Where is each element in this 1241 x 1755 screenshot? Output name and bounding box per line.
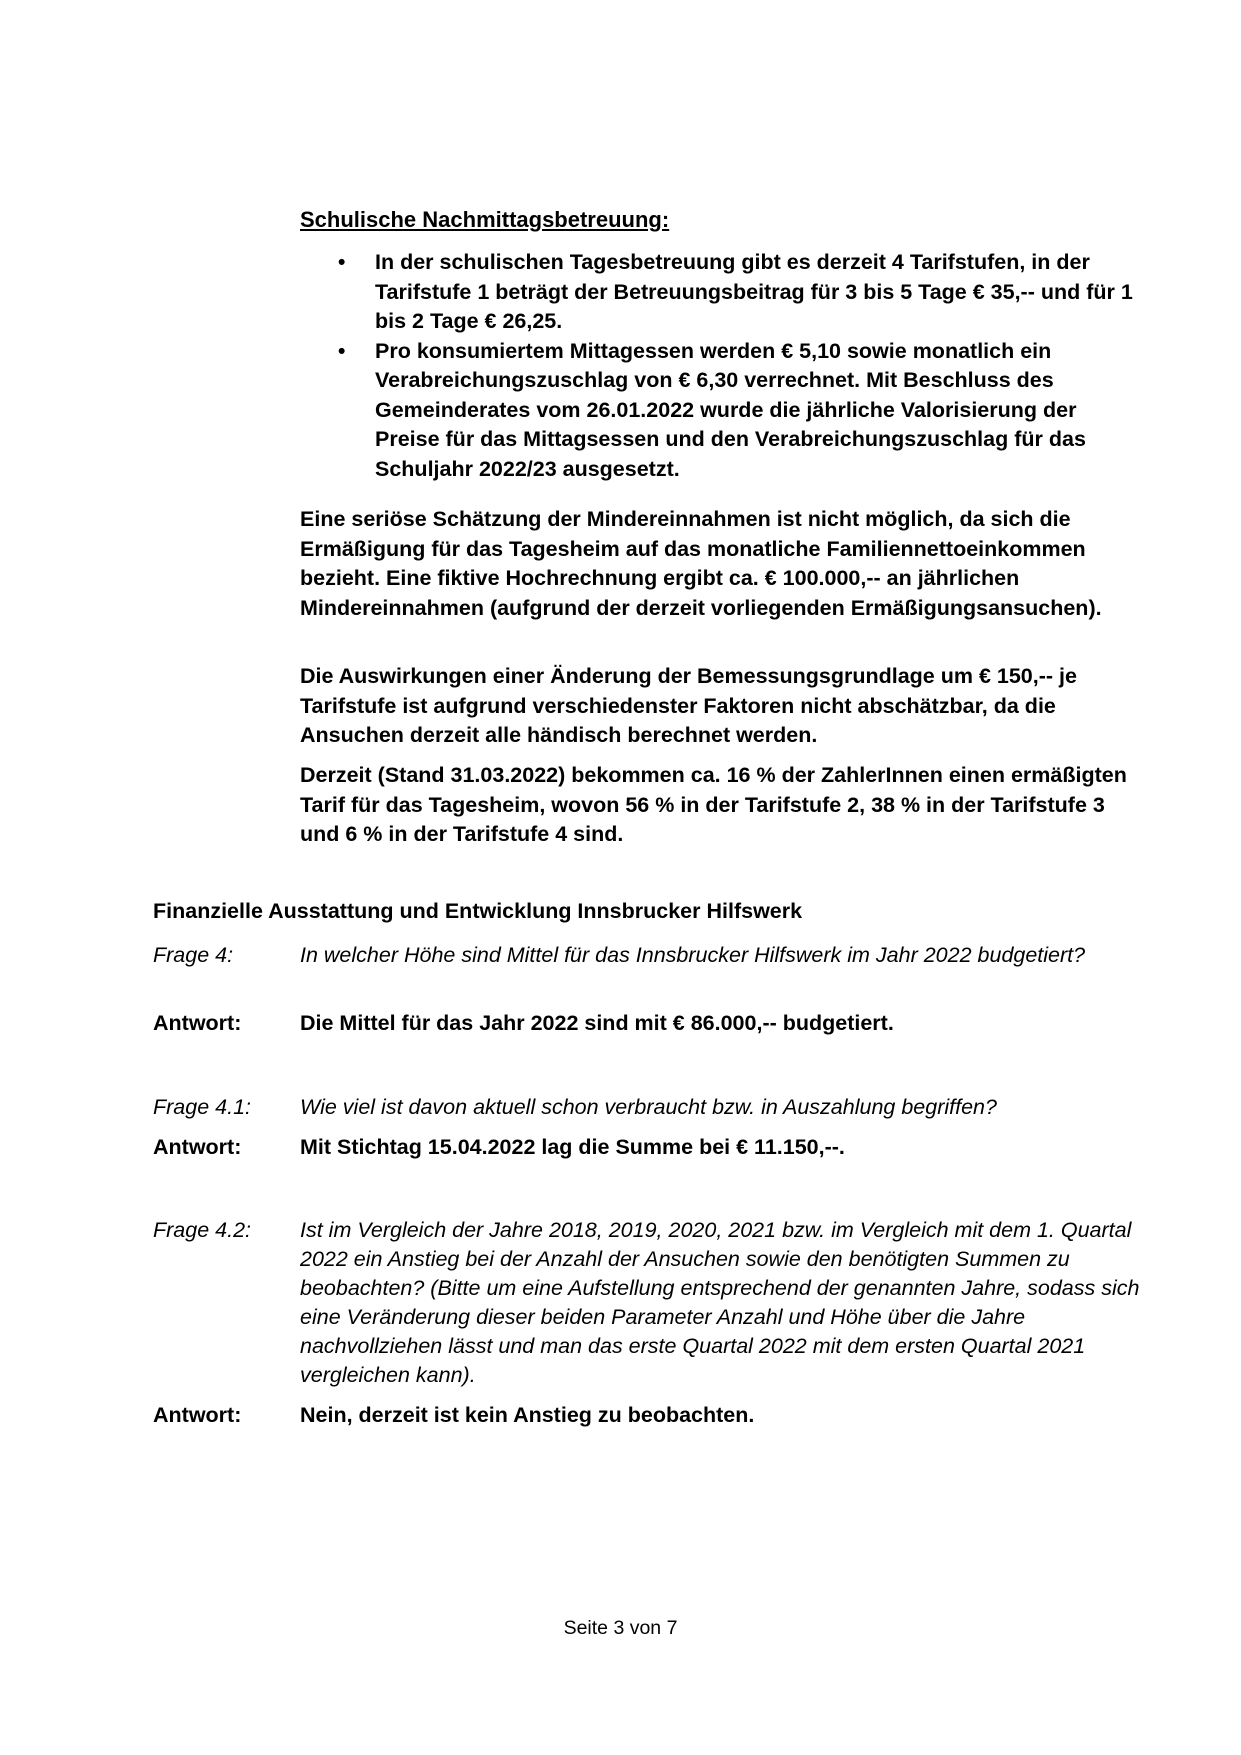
bullet-list	[300, 248, 1140, 484]
paragraph-auswirkungen: Die Auswirkungen einer Änderung der Bemessungsgrundlage um € 150,-- je Tarifstufe ist aufgrund verschiedenster Faktoren nicht abschätzbar, da die Ansuchen derzeit alle händisch berechnet werden.	[300, 664, 1077, 747]
paragraph-schaetzung: Eine seriöse Schätzung der Mindereinnahmen ist nicht möglich, da sich die Ermäßigung für das Tagesheim auf das monatliche Familiennettoeinkommen bezieht. Eine fiktive Hochrechnung ergibt ca. € 100.000,-- an jährlichen Mindereinnahmen (aufgrund der derzeit vorliegenden Ermäßigungsansuchen).	[300, 507, 1102, 620]
section-title-hilfswerk: Finanzielle Ausstattung und Entwicklung Innsbrucker Hilfswerk	[153, 899, 803, 923]
answer-label: Antwort:	[153, 1403, 242, 1427]
answer-label: Antwort:	[153, 1135, 242, 1159]
bullet-text: In der schulischen Tagesbetreuung gibt es derzeit 4 Tarifstufen, in der Tarifstufe 1 beträgt der Betreuungsbeitrag für 3 bis 5 Tage € 35,-- und für 1 bis 2 Tage € 26,25.	[375, 250, 1133, 333]
section-heading-nachmittagsbetreuung: Schulische Nachmittagsbetreuung:	[300, 207, 670, 232]
bullet-item	[300, 337, 1140, 485]
answer-text: Nein, derzeit ist kein Anstieg zu beobachten.	[300, 1403, 755, 1427]
question-text: In welcher Höhe sind Mittel für das Innsbrucker Hilfswerk im Jahr 2022 budgetiert?	[300, 943, 1086, 967]
page-number-footer: Seite 3 von 7	[563, 1617, 678, 1639]
bullet-text: Pro konsumiertem Mittagessen werden € 5,10 sowie monatlich ein Verabreichungszuschlag von € 6,30 verrechnet. Mit Beschluss des Gemeinderates vom 26.01.2022 wurde die jährliche Valorisierung der Preise für das Mittagsessen und den Verabreichungszuschlag für das Schuljahr 2022/23 ausgesetzt.	[375, 338, 1086, 481]
answer-label: Antwort:	[153, 1011, 242, 1035]
question-text: Ist im Vergleich der Jahre 2018, 2019, 2020, 2021 bzw. im Vergleich mit dem 1. Quartal 2022 ein Anstieg bei der Anzahl der Ansuchen sowie den benötigten Summen zu beobachten? (Bitte um eine Aufstellung entsprechend der genannten Jahre, sodass sich eine Veränderung dieser beiden Parameter Anzahl und Höhe über die Jahre nachvollziehen lässt und man das erste Quartal 2022 mit dem ersten Quartal 2021 vergleichen kann).	[300, 1218, 1140, 1387]
answer-text: Die Mittel für das Jahr 2022 sind mit € 86.000,-- budgetiert.	[300, 1011, 894, 1035]
answer-text: Mit Stichtag 15.04.2022 lag die Summe bei € 11.150,--.	[300, 1135, 845, 1159]
question-label: Frage 4.2:	[153, 1218, 251, 1242]
question-label: Frage 4:	[153, 943, 234, 967]
paragraph-stand: Derzeit (Stand 31.03.2022) bekommen ca. 16 % der ZahlerInnen einen ermäßigten Tarif für das Tagesheim, wovon 56 % in der Tarifstufe 2, 38 % in der Tarifstufe 3 und 6 % in der Tarifstufe 4 sind.	[300, 763, 1127, 846]
bullet-icon: •	[338, 251, 346, 274]
question-text: Wie viel ist davon aktuell schon verbraucht bzw. in Auszahlung begriffen?	[300, 1095, 997, 1119]
question-label: Frage 4.1:	[153, 1095, 251, 1119]
bullet-item	[300, 248, 1140, 337]
bullet-icon: •	[338, 339, 346, 363]
